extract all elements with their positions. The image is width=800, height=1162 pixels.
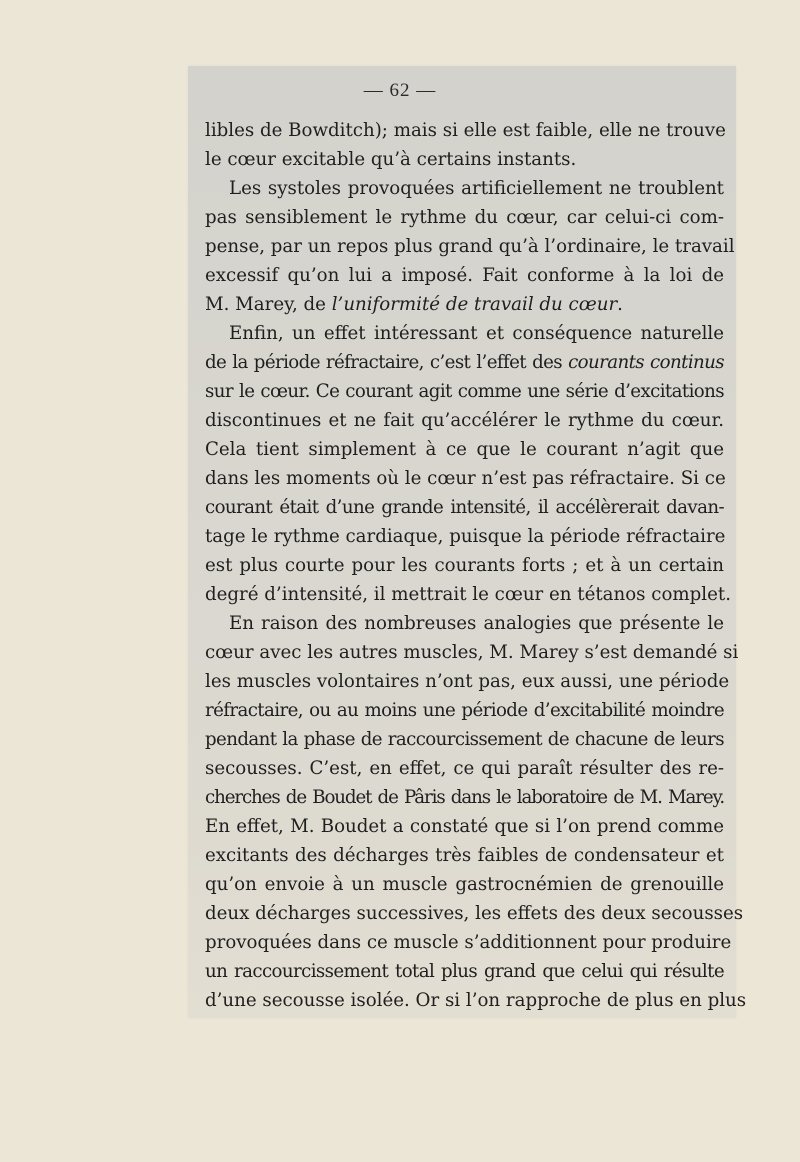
text-run: de la période réfractaire, c’est l’effet des — [205, 352, 569, 373]
text-line — [205, 609, 724, 638]
text-run: réfractaire, ou au moins une période d’excitabilité moindre — [205, 700, 724, 721]
text-line — [205, 435, 724, 464]
text-line — [205, 783, 724, 812]
text-run: Enfin, un effet intéressant et conséquence naturelle — [229, 323, 724, 344]
text-line — [205, 899, 744, 928]
text-line — [205, 986, 747, 1015]
text-run: le cœur excitable qu’à certains instants. — [205, 149, 577, 170]
text-run: secousses. C’est, en effet, ce qui paraît résulter des re- — [205, 758, 724, 779]
text-run: deux décharges successives, les effets des deux secousses — [205, 903, 744, 924]
text-line — [205, 261, 724, 290]
text-run: libles de Bowditch); mais si elle est faible, elle ne trouve — [205, 120, 726, 141]
text-line — [205, 174, 724, 203]
text-run: Cela tient simplement à ce que le courant n’agit que — [205, 439, 724, 460]
text-line — [205, 754, 724, 783]
text-run: qu’on envoie à un muscle gastrocnémien de grenouille — [205, 874, 724, 895]
text-run: dans les moments où le cœur n’est pas réfractaire. Si ce — [205, 468, 726, 489]
text-run: d’une secousse isolée. Or si l’on rapproche de plus en plus — [205, 990, 747, 1011]
italic-phrase: courants continus — [568, 352, 724, 373]
text-run: les muscles volontaires n’ont pas, eux aussi, une période — [205, 671, 730, 692]
italic-phrase: l’uniformité de travail du cœur — [331, 294, 618, 315]
text-line — [205, 406, 724, 435]
text-line — [205, 145, 724, 174]
text-line — [205, 551, 724, 580]
text-run: En raison des nombreuses analogies que présente le — [229, 613, 724, 634]
text-run: Les systoles provoquées artificiellement ne troublent — [229, 178, 724, 199]
text-run: excessif qu’on lui a imposé. Fait conforme à la loi de — [205, 265, 724, 286]
text-run: tage le rythme cardiaque, puisque la période réfractaire — [205, 526, 726, 547]
text-line — [205, 232, 735, 261]
text-line — [205, 957, 724, 986]
text-line — [205, 290, 724, 319]
text-run: degré d’intensité, il mettrait le cœur en tétanos complet. — [205, 584, 731, 605]
text-line — [205, 696, 724, 725]
text-run: excitants des décharges très faibles de condensateur et — [205, 845, 724, 866]
text-run: pendant la phase de raccourcissement de chacune de leurs — [205, 729, 724, 750]
text-line — [205, 667, 730, 696]
text-run: courant était d’une grande intensité, il accélèrerait davan- — [205, 497, 724, 518]
text-line — [205, 116, 724, 145]
text-run: cœur avec les autres muscles, M. Marey s’est demandé si — [205, 642, 739, 663]
text-line — [205, 493, 724, 522]
text-run: est plus courte pour les courants forts ; et à un certain — [205, 555, 724, 576]
text-run: pense, par un repos plus grand qu’à l’ordinaire, le travail — [205, 236, 735, 257]
text-line — [205, 870, 724, 899]
text-run: M. Marey, de — [205, 294, 332, 315]
text-line — [205, 638, 739, 667]
text-run: discontinues et ne fait qu’accélérer le rythme du cœur. — [205, 410, 724, 431]
text-line — [205, 928, 732, 957]
text-line — [205, 725, 724, 754]
body-text — [205, 116, 747, 1015]
text-line — [205, 319, 724, 348]
text-line — [205, 522, 724, 551]
text-line — [205, 841, 724, 870]
text-run: En effet, M. Boudet a constaté que si l’on prend comme — [205, 816, 724, 837]
text-line — [205, 377, 724, 406]
text-run: provoquées dans ce muscle s’additionnent pour produire — [205, 932, 732, 953]
text-line — [205, 203, 724, 232]
text-run: sur le cœur. Ce courant agit comme une série d’excitations — [205, 381, 724, 402]
text-line — [205, 812, 724, 841]
text-run: pas sensiblement le rythme du cœur, car celui-ci com- — [205, 207, 724, 228]
text-line — [205, 348, 724, 377]
text-line — [205, 464, 724, 493]
page-number: — 62 — — [363, 80, 437, 101]
text-line — [205, 580, 731, 609]
text-run: un raccourcissement total plus grand que celui qui résulte — [205, 961, 724, 982]
text-run: . — [617, 294, 623, 315]
text-run: cherches de Boudet de Pâris dans le laboratoire de M. Marey. — [205, 787, 724, 808]
